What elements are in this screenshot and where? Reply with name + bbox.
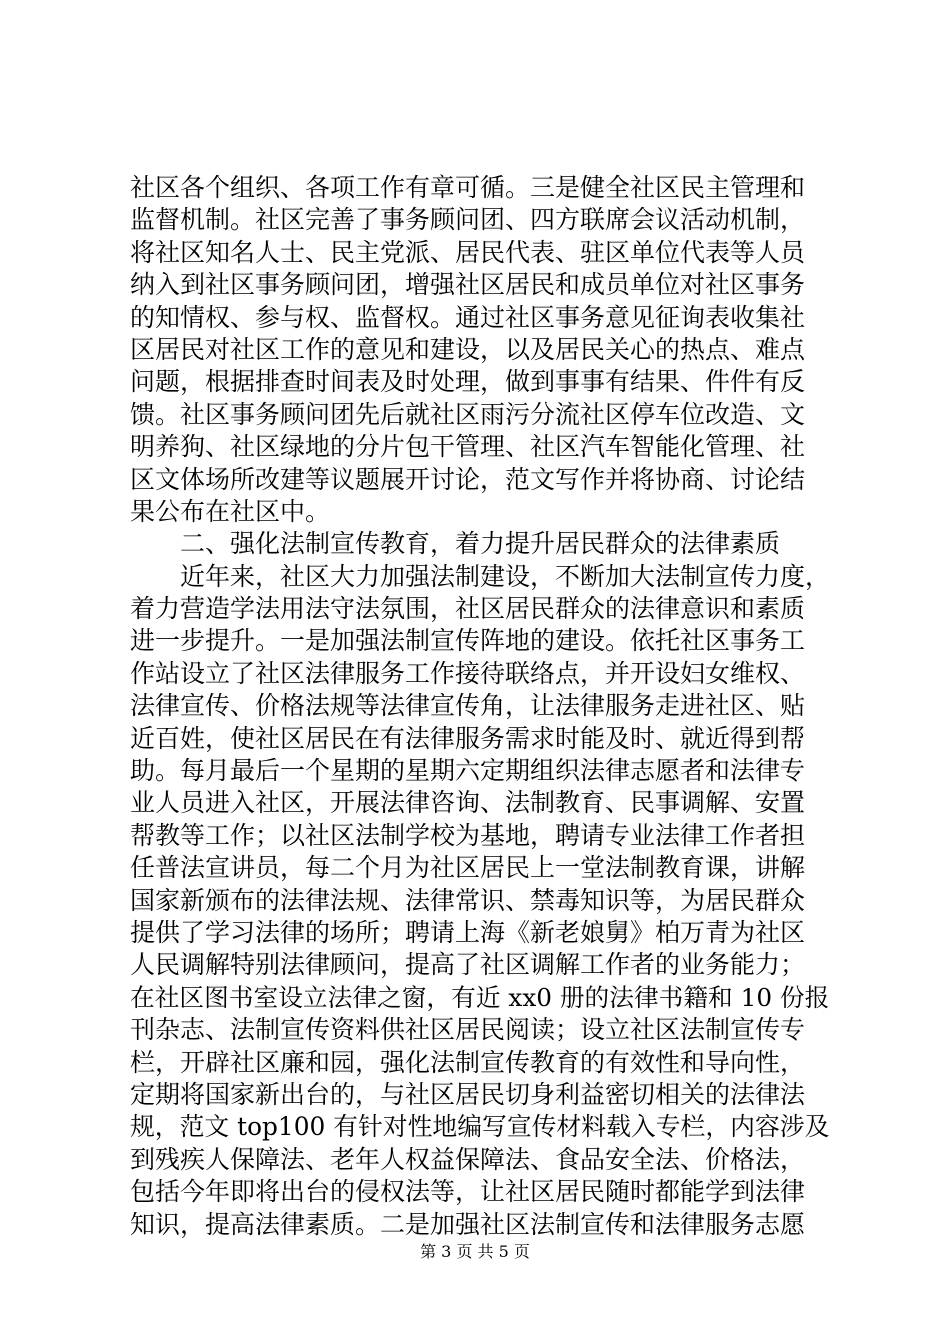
text-line: 纳入到社区事务顾问团，增强社区居民和成员单位对社区事务 — [130, 270, 806, 300]
text-line: 提供了学习法律的场所；聘请上海《新老娘舅》柏万青为社区 — [130, 917, 806, 947]
text-line: 法律宣传、价格法规等法律宣传角，让法律服务走进社区、贴 — [130, 691, 806, 721]
text-line: 规，范文 top100 有针对性地编写宣传材料载入专栏，内容涉及 — [130, 1112, 830, 1142]
text-line: 包括今年即将出台的侵权法等，让社区居民随时都能学到法律 — [130, 1177, 806, 1207]
text-line: 近百姓，使社区居民在有法律服务需求时能及时、就近得到帮 — [130, 723, 806, 753]
text-line: 区居民对社区工作的意见和建设，以及居民关心的热点、难点 — [130, 334, 806, 364]
text-line: 任普法宣讲员，每二个月为社区居民上一堂法制教育课，讲解 — [130, 853, 806, 883]
text-line: 助。每月最后一个星期的星期六定期组织法律志愿者和法律专 — [130, 756, 806, 786]
text-line: 监督机制。社区完善了事务顾问团、四方联席会议活动机制， — [130, 205, 806, 235]
text-line: 国家新颁布的法律法规、法律常识、禁毒知识等，为居民群众 — [130, 885, 806, 915]
text-line: 人民调解特别法律顾问，提高了社区调解工作者的业务能力； — [130, 950, 806, 980]
text-line: 作站设立了社区法律服务工作接待联络点，并开设妇女维权、 — [130, 658, 806, 688]
text-line: 近年来，社区大力加强法制建设，不断加大法制宣传力度， — [130, 561, 831, 591]
text-line: 栏，开辟社区廉和园，强化法制宣传教育的有效性和导向性， — [130, 1047, 806, 1077]
text-line: 到残疾人保障法、老年人权益保障法、食品安全法、价格法， — [130, 1144, 806, 1174]
text-line: 业人员进入社区，开展法律咨询、法制教育、民事调解、安置 — [130, 788, 806, 818]
text-line: 知识，提高法律素质。二是加强社区法制宣传和法律服务志愿 — [130, 1209, 806, 1239]
text-line: 着力营造学法用法守法氛围，社区居民群众的法律意识和素质 — [130, 594, 806, 624]
text-line: 将社区知名人士、民主党派、居民代表、驻区单位代表等人员 — [130, 237, 806, 267]
text-line: 二、强化法制宣传教育，着力提升居民群众的法律素质 — [130, 529, 781, 559]
text-line: 定期将国家新出台的，与社区居民切身利益密切相关的法律法 — [130, 1079, 806, 1109]
text-line: 明养狗、社区绿地的分片包干管理、社区汽车智能化管理、社 — [130, 432, 806, 462]
text-line: 问题，根据排查时间表及时处理，做到事事有结果、件件有反 — [130, 367, 806, 397]
text-line: 区文体场所改建等议题展开讨论，范文写作并将协商、讨论结 — [130, 464, 806, 494]
text-line: 进一步提升。一是加强法制宣传阵地的建设。依托社区事务工 — [130, 626, 806, 656]
text-line: 帮教等工作；以社区法制学校为基地，聘请专业法律工作者担 — [130, 820, 806, 850]
page-footer: 第 3 页 共 5 页 — [420, 1242, 530, 1261]
text-line: 果公布在社区中。 — [130, 496, 331, 526]
text-line: 刊杂志、法制宣传资料供社区居民阅读；设立社区法制宣传专 — [130, 1015, 806, 1045]
text-line: 社区各个组织、各项工作有章可循。三是健全社区民主管理和 — [130, 173, 806, 202]
text-line: 馈。社区事务顾问团先后就社区雨污分流社区停车位改造、文 — [130, 399, 806, 429]
body-text — [130, 172, 830, 1241]
text-line: 在社区图书室设立法律之窗，有近 xx0 册的法律书籍和 10 份报 — [130, 982, 830, 1012]
text-line: 的知情权、参与权、监督权。通过社区事务意见征询表收集社 — [130, 302, 806, 332]
